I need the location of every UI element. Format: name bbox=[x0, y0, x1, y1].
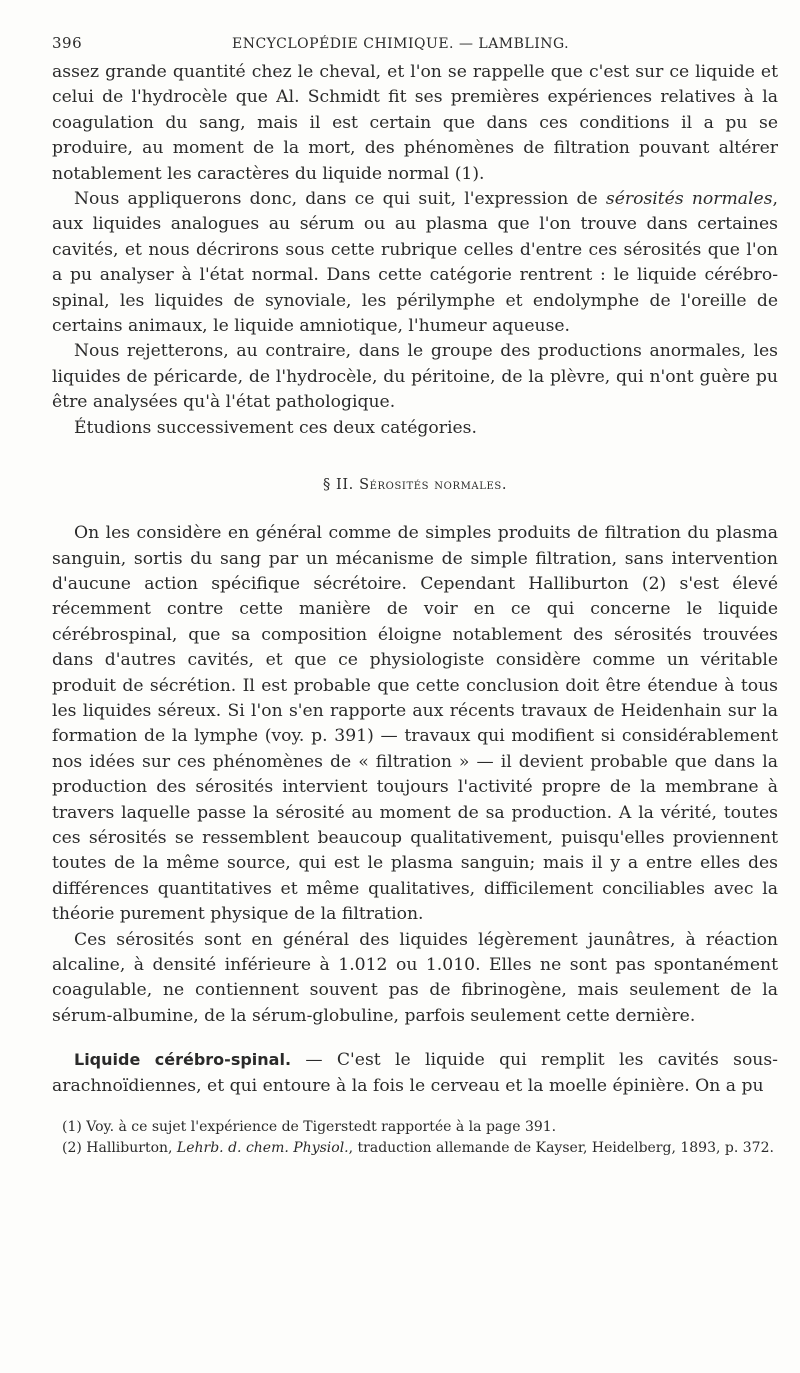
footnote-2-start: (2) Halliburton, bbox=[62, 1140, 177, 1157]
paragraph-1: assez grande quantité chez le cheval, et l'on se rappelle que c'est sur ce liquide et celui de l'hydrocèle que Al. Schmidt fit ses premières expériences relatives à la coagulation du sang, mais il est certain que dans ces conditions il a pu se produire, au moment de la mort, des phénomènes de filtration pouvant altérer notablement les caractères du liquide normal (1). bbox=[52, 62, 778, 184]
subsection-heading: Liquide cérébro-spinal. bbox=[74, 1050, 292, 1070]
subsection-text: — C'est le liquide qui remplit les cavités sous-arachnoïdiennes, et qui entoure à la fois le cerveau et la moelle épinière. On a pu bbox=[52, 1050, 778, 1096]
footnote-2-end: , traduction allemande de Kayser, Heidelberg, 1893, p. 372. bbox=[348, 1140, 774, 1157]
paragraph-3: Nous rejetterons, au contraire, dans le groupe des productions anormales, les liquides de péricarde, de l'hydrocèle, du péritoine, de la plèvre, qui n'ont guère pu être analysées qu'à l'état pathologique. bbox=[52, 341, 778, 413]
section-title: Sérosités normales. bbox=[359, 477, 508, 494]
document-page bbox=[52, 34, 778, 1159]
footnote-1: (1) Voy. à ce sujet l'expérience de Tigerstedt rapportée à la page 391. bbox=[62, 1119, 557, 1136]
section-paragraph-2: Ces sérosités sont en général des liquides légèrement jaunâtres, à réaction alcaline, à densité inférieure à 1.012 ou 1.010. Elles ne sont pas spontanément coagulable, ne contiennent souvent pas de fibrinogène, mais seulement de la sérum-albumine, de la sérum-globuline, parfois seulement cette dernière. bbox=[52, 929, 778, 1026]
footnote-2-title: Lehrb. d. chem. Physiol. bbox=[176, 1140, 349, 1157]
paragraph-2-end: , aux liquides analogues au sérum ou au plasma que l'on trouve dans certaines cavités, et nous décrirons sous cette rubrique celles d'entre ces sérosités que l'on a pu analyser à l'état normal. Dans cette catégorie rentrent : le liquide cérébro-spinal, les liquides de synoviale, les périlymphe et endolymphe de l'oreille de certains animaux, le liquide amniotique, l'humeur aqueuse. bbox=[52, 189, 779, 337]
section-prefix: § II. bbox=[322, 477, 354, 494]
paragraph-4: Étudions successivement ces deux catégories. bbox=[74, 417, 477, 438]
paragraph-2-start: Nous appliquerons donc, dans ce qui suit, l'expression de bbox=[74, 189, 606, 210]
spacer bbox=[52, 1029, 778, 1047]
page-header bbox=[52, 34, 778, 60]
running-title: ENCYCLOPÉDIE CHIMIQUE. — LAMBLING. bbox=[232, 36, 570, 52]
section-heading bbox=[52, 477, 778, 493]
section-paragraph-1: On les considère en général comme de simples produits de filtration du plasma sanguin, sortis du sang par un mécanisme de simple filtration, sans intervention d'aucune action spécifique sécrétoire. Cependant Halliburton (2) s'est élevé récemment contre cette manière de voir en ce qui concerne le liquide cérébrospinal, que sa composition éloigne notablement des sérosités trouvées dans d'autres cavités, et que ce physiologiste considère comme un véritable produit de sécrétion. Il est probable que cette conclusion doit être étendue à tous les liquides séreux. Si l'on s'en rapporte aux récents travaux de Heidenhain sur la formation de la lymphe (voy. p. 391) — travaux qui modifient si considérablement nos idées sur ces phénomènes de « filtration » — il devient probable que dans la production des sérosités intervient toujours l'activité propre de la membrane à travers laquelle passe la sérosité au moment de sa production. A la vérité, toutes ces sérosités se ressemblent beaucoup qualitativement, puisqu'elles proviennent toutes de la même source, qui est le plasma sanguin; mais il y a entre elles des différences quantitatives et même qualitatives, difficilement conciliables avec la théorie purement physique de la filtration. bbox=[52, 523, 778, 925]
footnotes bbox=[52, 1117, 778, 1159]
footnote-2 bbox=[52, 1138, 778, 1159]
page-number: 396 bbox=[52, 34, 83, 52]
paragraph-2 bbox=[52, 187, 778, 339]
subsection-paragraph bbox=[52, 1047, 778, 1099]
paragraph-2-emphasis: sérosités normales bbox=[605, 189, 773, 210]
